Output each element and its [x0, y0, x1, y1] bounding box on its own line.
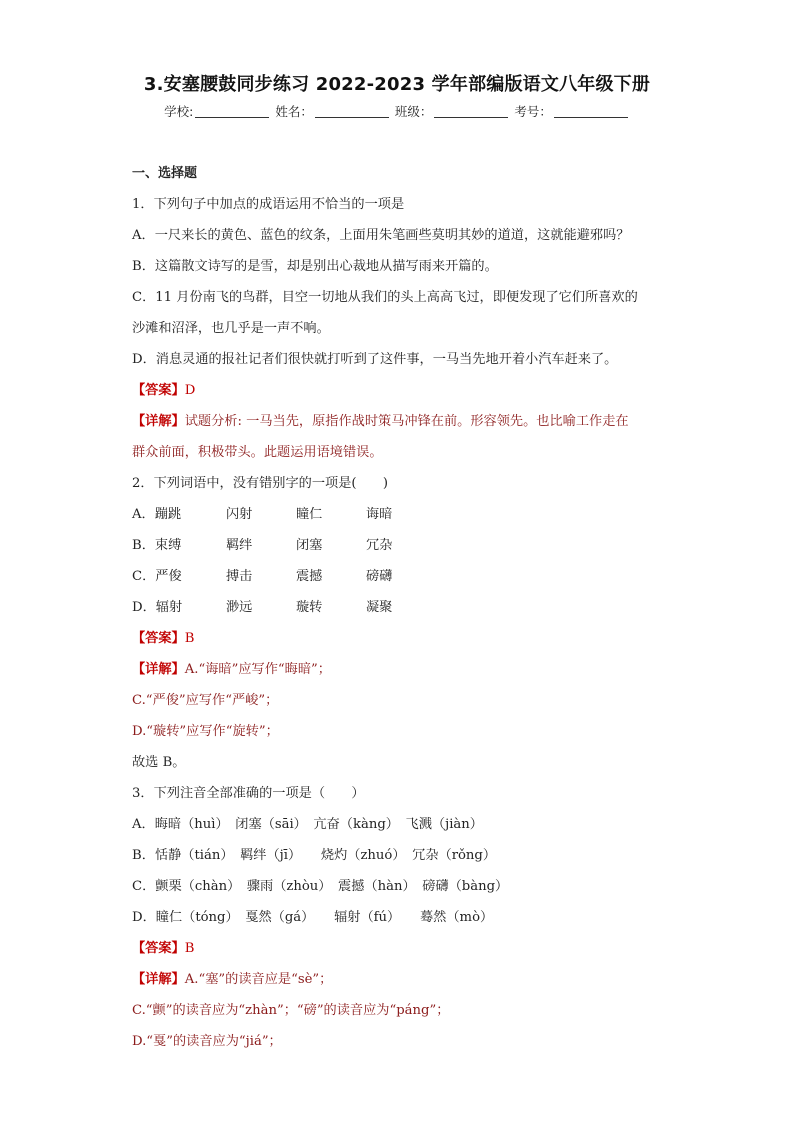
q1-option-c-cont: 沙滩和沼泽，也几乎是一声不响。	[132, 321, 330, 336]
q1-stem: 1．下列句子中加点的成语运用不恰当的一项是	[132, 197, 405, 212]
number-label: 考号：	[514, 104, 552, 119]
number-blank[interactable]	[554, 105, 628, 118]
detail-label: 【详解】	[132, 414, 185, 429]
answer-label: 【答案】	[132, 941, 185, 956]
answer-value: B	[184, 631, 195, 646]
q3-detail-d: D.“戛”的读音应为“jiá”；	[132, 1034, 282, 1049]
name-blank[interactable]	[315, 105, 389, 118]
q1-answer	[132, 375, 672, 406]
detail-text: A.“塞”的读音应是“sè”；	[184, 972, 333, 987]
q2-option-b: B．束缚 羁绊 闭塞 冗杂	[132, 538, 393, 553]
q1-option-d: D．消息灵通的报社记者们很快就打听到了这件事，一马当先地开着小汽车赶来了。	[132, 352, 618, 367]
q1-detail-cont: 群众前面，积极带头。此题运用语境错误。	[132, 445, 383, 460]
class-label: 班级：	[394, 104, 433, 119]
q3-stem: 3．下列注音全部准确的一项是（ ）	[132, 786, 365, 801]
q2-option-a: A．蹦跳 闪射 瞳仁 诲暗	[132, 507, 393, 522]
q3-option-b: B．恬静（tián） 羁绊（jī） 烧灼（zhuó） 冗杂（rǒng）	[132, 848, 497, 863]
q2-detail	[132, 654, 672, 685]
detail-label: 【详解】	[132, 662, 185, 677]
q2-answer	[132, 623, 672, 654]
answer-value: B	[184, 941, 195, 956]
q1-option-b: B．这篇散文诗写的是雪，却是别出心裁地从描写雨来开篇的。	[132, 259, 498, 274]
class-blank[interactable]	[434, 105, 508, 118]
q3-detail-c: C.“颤”的读音应为“zhàn”；“磅”的读音应为“páng”；	[132, 1003, 450, 1018]
q2-stem: 2．下列词语中，没有错别字的一项是( )	[132, 476, 389, 491]
q3-option-d: D．瞳仁（tóng） 戛然（gá） 辐射（fú） 蓦然（mò）	[132, 910, 494, 925]
q3-detail	[132, 964, 672, 995]
school-blank[interactable]	[195, 105, 269, 118]
q1-detail	[132, 406, 672, 437]
q2-option-d: D．辐射 渺远 璇转 凝聚	[132, 600, 393, 615]
answer-label: 【答案】	[132, 631, 185, 646]
answer-value: D	[184, 383, 196, 398]
q2-detail-d: D.“璇转”应写作“旋转”；	[132, 724, 279, 739]
answer-label: 【答案】	[132, 383, 185, 398]
name-label: 姓名：	[275, 104, 313, 119]
q3-option-a: A．晦暗（huì） 闭塞（sāi） 亢奋（kàng） 飞溅（jiàn）	[132, 817, 483, 832]
section-heading: 一、选择题	[132, 166, 198, 181]
q3-answer	[132, 933, 672, 964]
detail-text: 试题分析: 一马当先，原指作战时策马冲锋在前。形容领先。也比喻工作走在	[184, 414, 629, 429]
detail-text: A.“诲暗”应写作“晦暗”；	[184, 662, 331, 677]
page-title: 3.安塞腰鼓同步练习 2022-2023 学年部编版语文八年级下册	[143, 74, 651, 95]
school-label: 学校:	[164, 104, 194, 119]
student-info-line	[0, 102, 794, 120]
q2-option-c: C．严俊 搏击 震撼 磅礴	[132, 569, 393, 584]
q1-option-c: C．11 月份南飞的鸟群，目空一切地从我们的头上高高飞过，即便发现了它们所喜欢的	[132, 290, 638, 305]
q2-conclusion: 故选 B。	[132, 755, 186, 770]
q2-detail-c: C.“严俊”应写作“严峻”；	[132, 693, 279, 708]
q1-option-a: A．一尺来长的黄色、蓝色的纹条，上面用朱笔画些莫明其妙的道道，这就能避邪吗？	[132, 228, 630, 243]
q3-option-c: C．颤栗（chàn） 骤雨（zhòu） 震撼（hàn） 磅礴（bàng）	[132, 879, 509, 894]
question-content	[132, 158, 672, 1057]
detail-label: 【详解】	[132, 972, 185, 987]
